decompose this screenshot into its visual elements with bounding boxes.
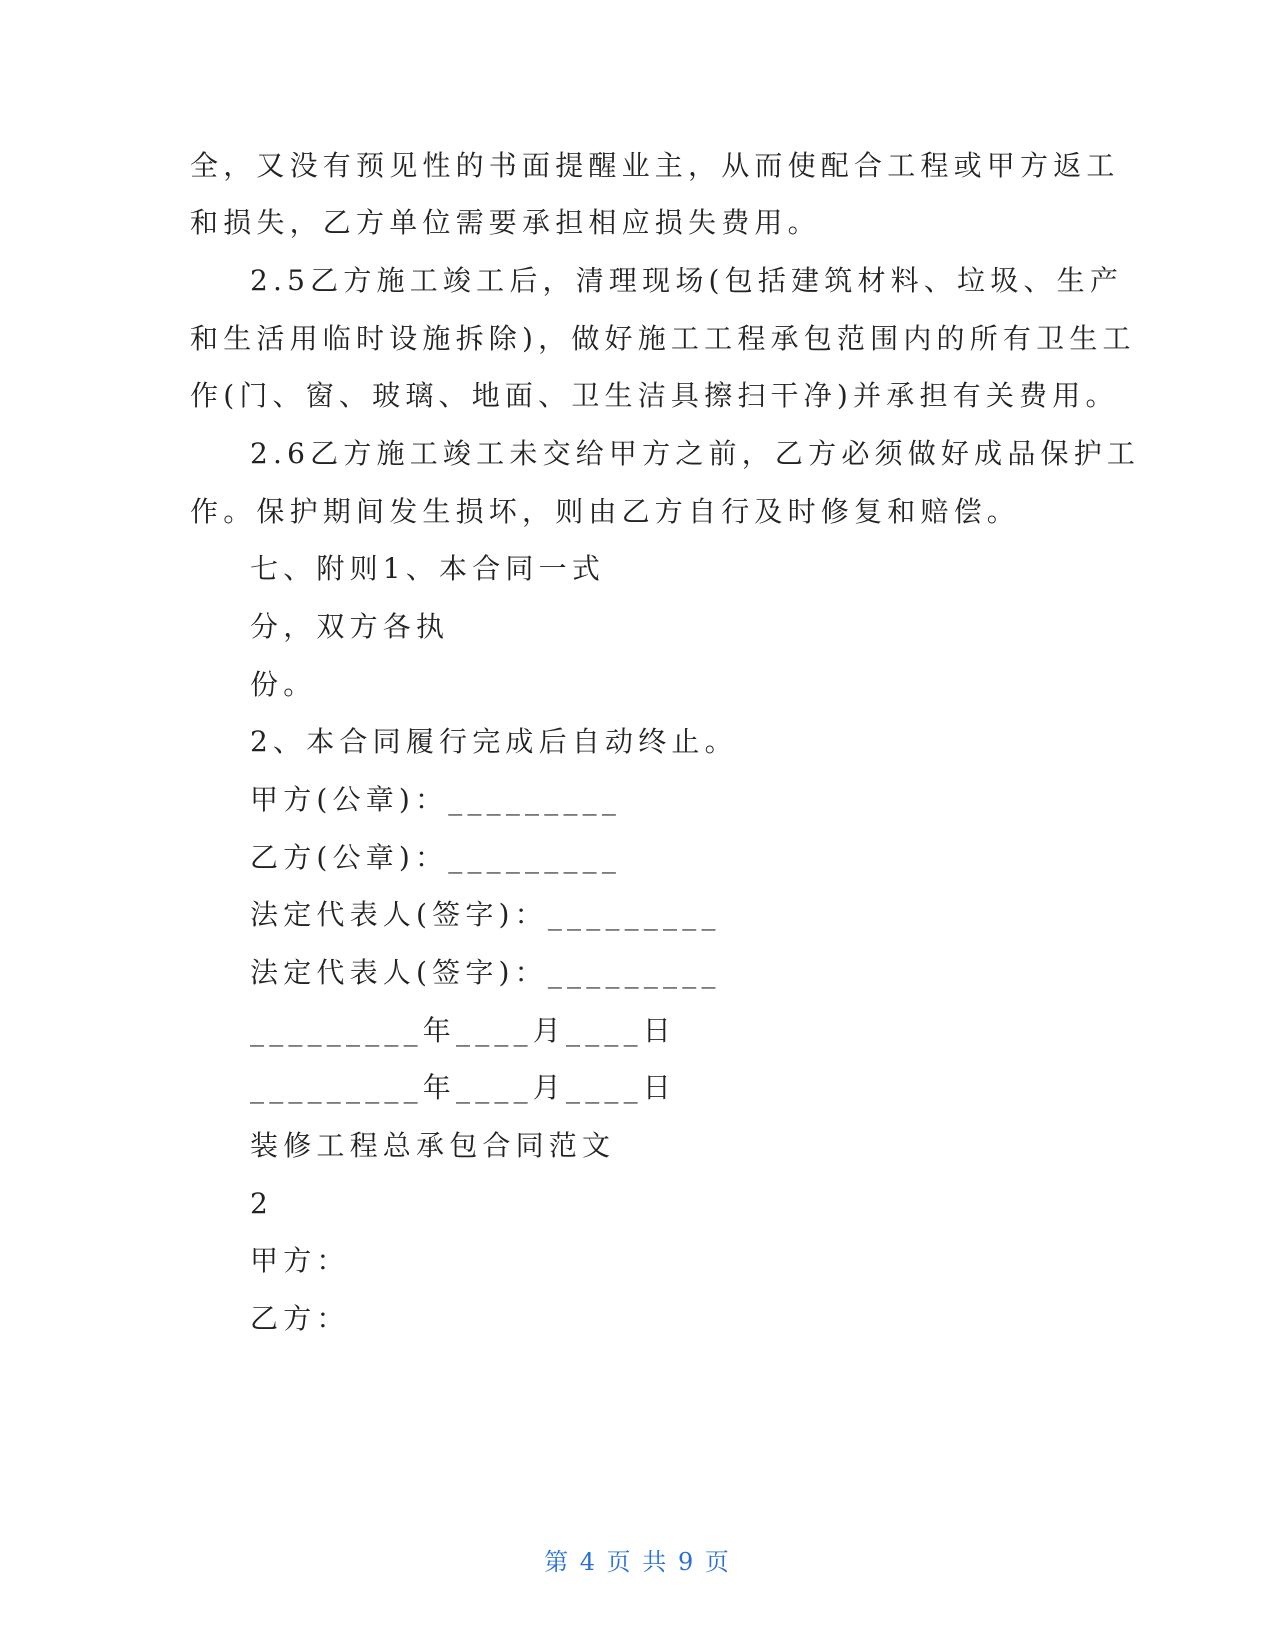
section-title: 装修工程总承包合同范文 bbox=[250, 1129, 616, 1162]
body-text-line: 分，双方各执 bbox=[250, 610, 450, 643]
party-a-seal-line: 甲方(公章)：_________ bbox=[250, 783, 622, 816]
legal-rep-signature-line: 法定代表人(签字)：_________ bbox=[250, 898, 721, 931]
legal-rep-signature-line: 法定代表人(签字)：_________ bbox=[250, 956, 721, 989]
body-text-line: 份。 bbox=[250, 668, 317, 701]
party-b-label: 乙方： bbox=[250, 1302, 350, 1335]
body-text-line: 和生活用临时设施拆除)，做好施工工程承包范围内的所有卫生工 bbox=[190, 322, 1136, 355]
body-text-line: 作(门、窗、玻璃、地面、卫生洁具擦扫干净)并承担有关费用。 bbox=[190, 379, 1119, 412]
date-line: _________年____月____日 bbox=[250, 1071, 677, 1104]
body-text-line: 全，又没有预见性的书面提醒业主，从而使配合工程或甲方返工 bbox=[190, 149, 1120, 182]
clause-2-6-line: 2.6乙方施工竣工未交给甲方之前，乙方必须做好成品保护工 bbox=[250, 437, 1141, 470]
party-b-seal-line: 乙方(公章)：_________ bbox=[250, 841, 622, 874]
clause-2-5-line: 2.5乙方施工竣工后，清理现场(包括建筑材料、垃圾、生产 bbox=[250, 264, 1124, 297]
section-number: 2 bbox=[250, 1187, 274, 1220]
body-text-line: 作。保护期间发生损坏，则由乙方自行及时修复和赔偿。 bbox=[190, 495, 1021, 528]
party-a-label: 甲方： bbox=[250, 1244, 350, 1277]
date-line: _________年____月____日 bbox=[250, 1014, 677, 1047]
page-number-footer: 第 4 页 共 9 页 bbox=[544, 1548, 731, 1576]
body-text-line: 2、本合同履行完成后自动终止。 bbox=[250, 725, 738, 758]
body-text-line: 和损失，乙方单位需要承担相应损失费用。 bbox=[190, 206, 821, 239]
section-heading-appendix: 七、附则1、本合同一式 bbox=[250, 552, 606, 585]
